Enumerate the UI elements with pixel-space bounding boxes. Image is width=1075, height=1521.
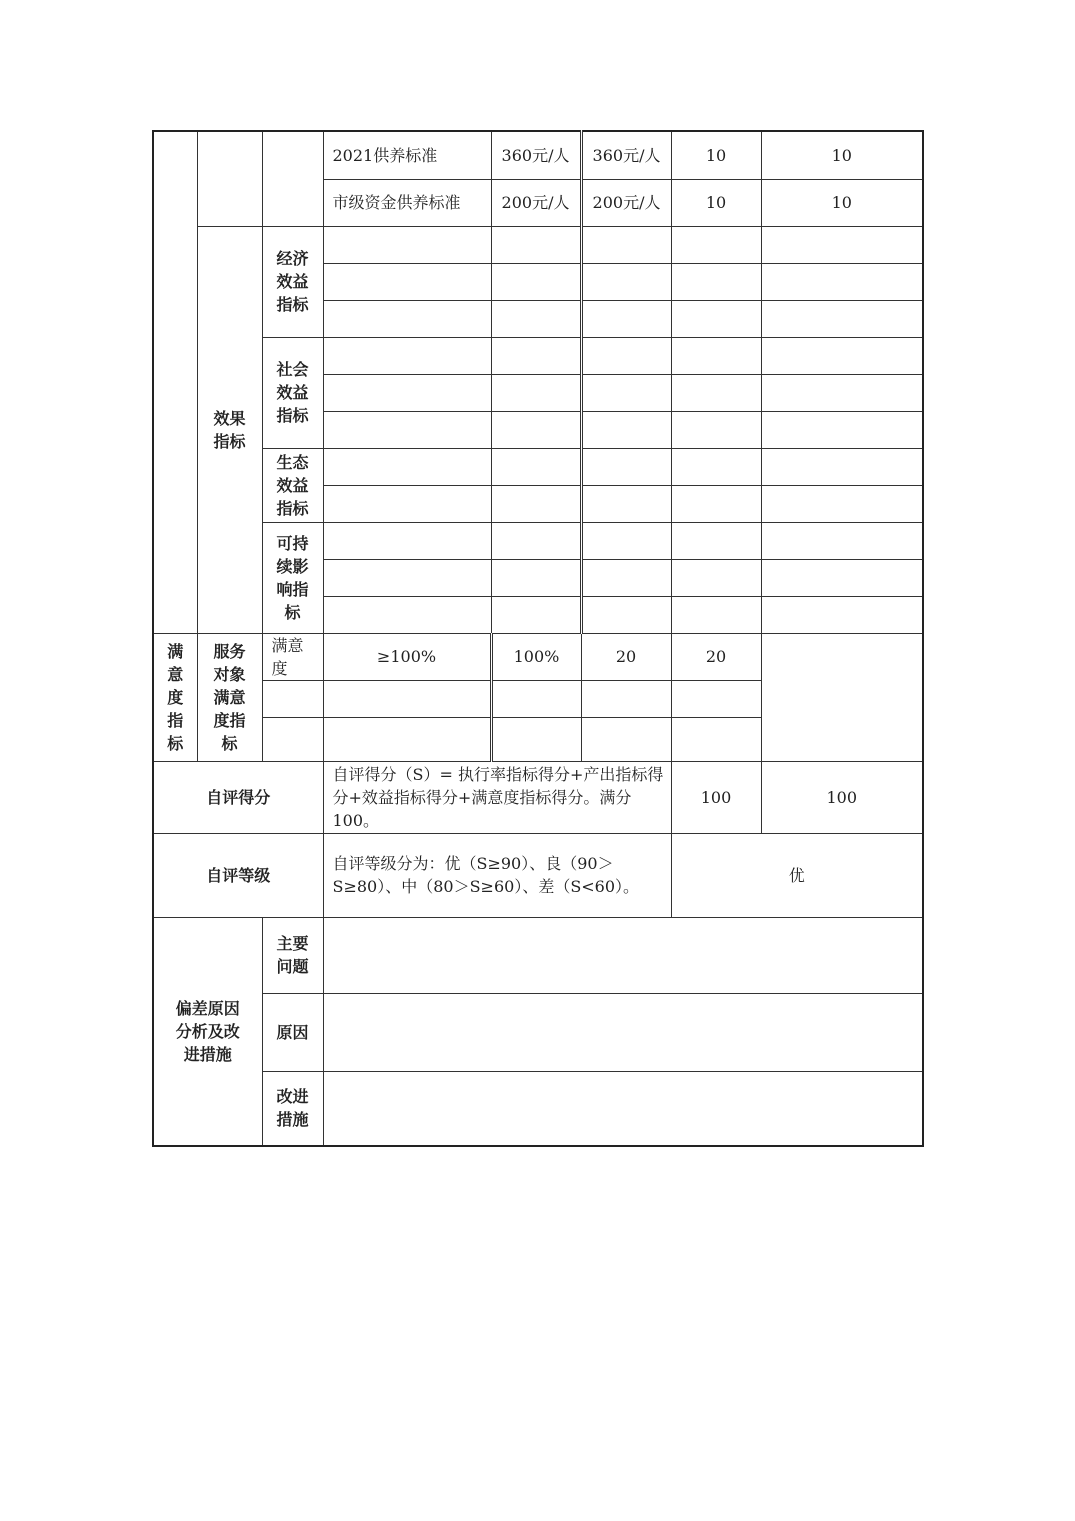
table-row [153,131,923,179]
self-grade-value: 优 [671,833,923,917]
improve-label: 改进措施 [262,1071,323,1146]
actual-value: 360元/人 [581,131,671,179]
self-grade-label: 自评等级 [153,833,323,917]
main-issue-content [323,917,923,993]
outer-blank-cell [153,131,197,633]
subcategory-blank-cell [262,131,323,226]
indicator-name: 市级资金供养标准 [323,179,491,226]
ecological-benefit-label: 生态效益指标 [262,448,323,522]
target-value: ≥100% [323,633,491,680]
self-score-label: 自评得分 [153,761,323,833]
actual-value: 200元/人 [581,179,671,226]
self-score-description: 自评得分（S）= 执行率指标得分+产出指标得分+效益指标得分+满意度指标得分。满分100。 [323,761,671,833]
table-row [153,917,923,993]
table-row [153,633,923,680]
deviation-label: 偏差原因分析及改进措施 [153,917,262,1146]
main-issue-label: 主要问题 [262,917,323,993]
sustainable-impact-label: 可持续影响指标 [262,522,323,633]
weight-value: 20 [581,633,671,680]
table-row [153,1071,923,1146]
table-row [153,337,923,374]
satisfaction-label: 满意度指标 [153,633,197,761]
table-row [153,448,923,485]
category-blank-cell [197,131,262,226]
score-value: 20 [671,633,761,680]
target-value: 200元/人 [491,179,581,226]
indicator-name: 2021供养标准 [323,131,491,179]
score-value: 10 [761,179,923,226]
weight-value: 10 [671,131,761,179]
table-row [153,993,923,1071]
evaluation-table [152,130,924,1147]
table-row [153,522,923,559]
table-row [153,226,923,263]
reason-content [323,993,923,1071]
social-benefit-label: 社会效益指标 [262,337,323,448]
effect-indicator-label: 效果指标 [197,226,262,633]
table-row [153,717,923,761]
score-value: 10 [761,131,923,179]
improve-content [323,1071,923,1146]
economic-benefit-label: 经济效益指标 [262,226,323,337]
reason-label: 原因 [262,993,323,1071]
target-value: 360元/人 [491,131,581,179]
table-row [153,761,923,833]
self-score-value: 100 [761,761,923,833]
weight-value: 10 [671,179,761,226]
service-satisfaction-label: 服务对象满意度指标 [197,633,262,761]
indicator-name: 满意度 [262,633,323,680]
self-score-weight: 100 [671,761,761,833]
actual-value: 100% [491,633,581,680]
self-grade-description: 自评等级分为：优（S≥90）、良（90＞S≥80）、中（80＞S≥60）、差（S<60）。 [323,833,671,917]
table-row [153,680,923,717]
table-row [153,833,923,917]
